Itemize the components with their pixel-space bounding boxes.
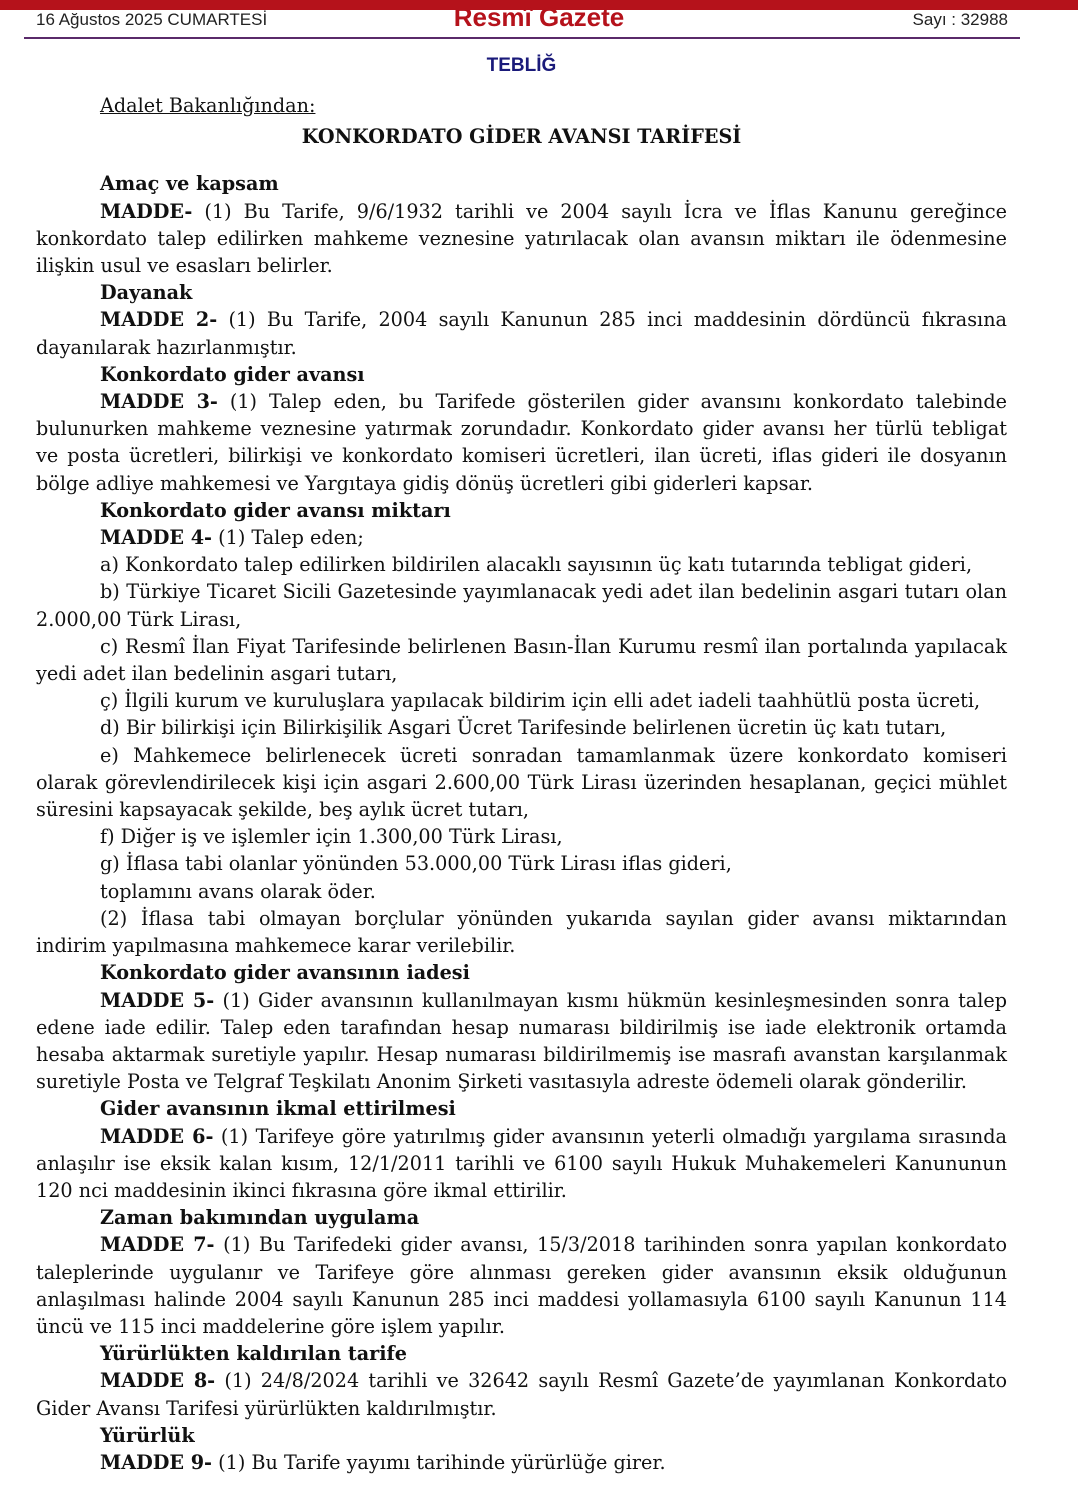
article-paragraph <box>36 1231 1007 1340</box>
article-number: MADDE 7- <box>100 1233 215 1257</box>
article-paragraph <box>36 1123 1007 1205</box>
article-paragraph <box>36 1367 1007 1421</box>
list-item: d) Bir bilirkişi için Bilirkişilik Asgari Ücret Tarifesinde belirlenen ücretin üç katı tutarı, <box>100 716 947 740</box>
article-paragraph <box>36 524 1007 551</box>
article-text: (1) Gider avansının kullanılmayan kısmı hükmün kesinleşmesinden sonra talep edene iade edilir. Talep eden tarafından hesap numarası bildirilmiş ise iade elektronik ortamda hesaba aktarmak suretiyle yapılır. Hesap numarası bildirilmemiş ise masrafı avanstan karşılanmak suretiyle Posta ve Telgraf Teşkilatı Anonim Şirketi vasıtasıyla adreste ödemeli olarak gönderilir. <box>36 988 1007 1094</box>
list-item: f) Diğer iş ve işlemler için 1.300,00 Türk Lirası, <box>100 825 563 849</box>
issuing-ministry: Adalet Bakanlığından: <box>100 94 316 117</box>
article-heading: Gider avansının ikmal ettirilmesi <box>100 1097 456 1121</box>
article-number: MADDE 5- <box>100 988 215 1012</box>
document-title: KONKORDATO GİDER AVANSI TARİFESİ <box>301 125 742 149</box>
article-text: (1) Bu Tarifedeki gider avansı, 15/3/2018 tarihinden sonra yapılan konkordato taleplerinde uygulanır ve Tarifeye göre alınması gereken gider avansının eksik olduğunun anlaşılması halinde 2004 sayılı Kanunun 285 inci maddesi yollamasıyla 6100 sayılı Kanunun 114 üncü ve 115 inci maddelerine göre işlem yapılır. <box>36 1233 1007 1338</box>
list-item: c) Resmî İlan Fiyat Tarifesinde belirlenen Basın-İlan Kurumu resmî ilan portalında yapılacak yedi adet ilan bedelinin asgari tutarı, <box>36 634 1007 686</box>
publication-date: 16 Ağustos 2025 CUMARTESİ <box>36 10 268 29</box>
article-paragraph <box>36 388 1007 497</box>
article-text: (1) Bu Tarife, 2004 sayılı Kanunun 285 inci maddesinin dördüncü fıkrasına dayanılarak hazırlanmıştır. <box>36 308 1007 359</box>
article-text: (1) Talep eden, bu Tarifede gösterilen gider avansını konkordato talebinde bulunurken mahkeme veznesine yatırmak zorundadır. Konkordato gider avansı her türlü tebligat ve posta ücretleri, bilirkişi ve konkordato komiseri ücretleri, ilan ücreti, iflas gideri ile dosyanın bölge adliye mahkemesi ve Yargıtaya gidiş dönüş ücretleri gibi giderleri kapsar. <box>36 390 1007 495</box>
article-paragraph <box>36 306 1007 360</box>
article-number: MADDE 8- <box>100 1369 216 1393</box>
article-text: (1) Bu Tarife, 9/6/1932 tarihli ve 2004 sayılı İcra ve İflas Kanunu gereğince konkordato talep edilirken mahkeme veznesine yatırılacak olan avansın miktarı ile ödenmesine ilişkin usul ve esasları belirler. <box>36 199 1007 278</box>
article-number: MADDE- <box>100 199 193 223</box>
article-paragraph <box>36 198 1007 280</box>
article-paragraph <box>36 1449 1007 1476</box>
article-heading: Amaç ve kapsam <box>100 172 279 196</box>
article-heading: Dayanak <box>100 281 193 305</box>
article-heading: Konkordato gider avansı miktarı <box>100 498 451 522</box>
document-body <box>36 92 1007 1476</box>
article-text: (1) 24/8/2024 tarihli ve 32642 sayılı Resmî Gazete’de yayımlanan Konkordato Gider Avansı Tarifesi yürürlükten kaldırılmıştır. <box>36 1369 1008 1420</box>
gazette-title: Resmî Gazete <box>453 2 625 32</box>
article-heading: Zaman bakımından uygulama <box>100 1206 420 1230</box>
article-heading: Yürürlük <box>100 1423 195 1447</box>
list-item: g) İflasa tabi olanlar yönünden 53.000,00 Türk Lirası iflas gideri, <box>100 852 732 876</box>
article-number: MADDE 9- <box>100 1450 213 1474</box>
article-closing: toplamını avans olarak öder. <box>100 879 376 903</box>
header-divider <box>24 37 1020 39</box>
article-number: MADDE 3- <box>100 390 218 414</box>
list-item: e) Mahkemece belirlenecek ücreti sonradan tamamlanmak üzere konkordato komiseri olarak görevlendirilecek kişi için asgari 2.600,00 Türk Lirası üzerinden hesaplanan, geçici mühlet süresini kapsayacak şekilde, beş aylık ücret tutarı, <box>36 743 1007 822</box>
issue-number: Sayı : 32988 <box>912 10 1008 29</box>
article-heading: Yürürlükten kaldırılan tarife <box>100 1342 408 1366</box>
article-paragraph-2: (2) İflasa tabi olmayan borçlular yönünden yukarıda sayılan gider avansı miktarından indirim yapılmasına mahkemece karar verilebilir. <box>36 906 1007 958</box>
list-item: ç) İlgili kurum ve kuruluşlara yapılacak bildirim için elli adet iadeli taahhütlü posta ücreti, <box>100 689 981 713</box>
article-text: (1) Tarifeye göre yatırılmış gider avansının yeterli olmadığı yargılama sırasında anlaşılır ise eksik kalan kısım, 12/1/2011 tarihli ve 6100 sayılı Hukuk Muhakemeleri Kanununun 120 nci maddesinin ikinci fıkrasına göre ikmal ettirilir. <box>36 1124 1007 1202</box>
article-heading: Konkordato gider avansının iadesi <box>100 961 470 985</box>
document-type: TEBLİĞ <box>486 55 557 76</box>
article-number: MADDE 6- <box>100 1124 214 1148</box>
article-text: (1) Bu Tarife yayımı tarihinde yürürlüğe girer. <box>212 1450 666 1474</box>
list-item: b) Türkiye Ticaret Sicili Gazetesinde yayımlanacak yedi adet ilan bedelinin asgari tutarı olan 2.000,00 Türk Lirası, <box>36 580 1007 631</box>
article-number: MADDE 4- <box>100 526 213 550</box>
article-heading: Konkordato gider avansı <box>100 362 365 386</box>
article-number: MADDE 2- <box>100 308 218 332</box>
list-item: a) Konkordato talep edilirken bildirilen alacaklı sayısının üç katı tutarında tebligat gideri, <box>100 553 973 577</box>
gazette-header <box>0 0 1078 40</box>
article-text: (1) Talep eden; <box>212 526 364 550</box>
article-paragraph <box>36 987 1007 1096</box>
